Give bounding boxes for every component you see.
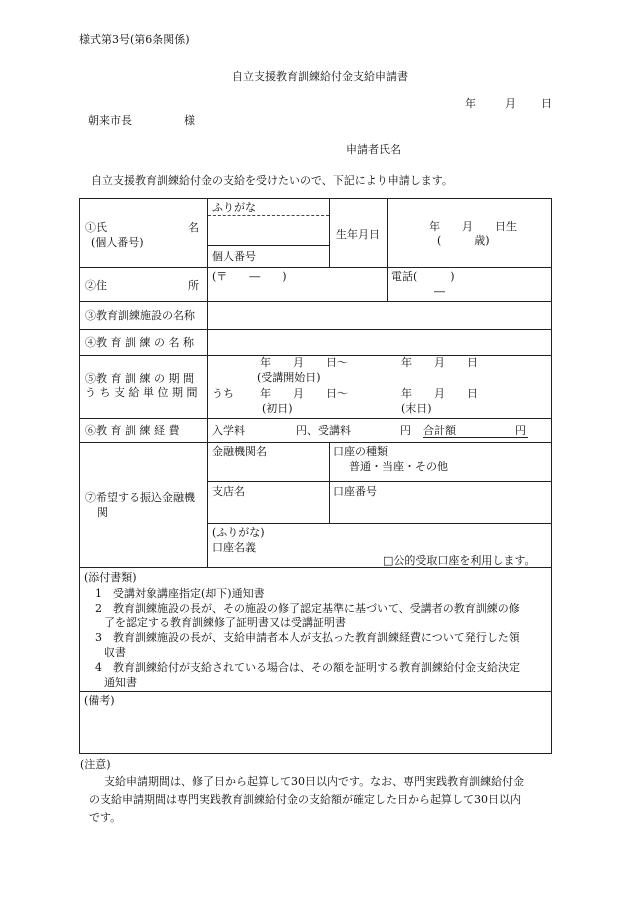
cost-label: ⑥教 育 訓 練 経 費 <box>85 424 180 437</box>
bank-label: ⑦希望する振込金融機 <box>85 491 195 504</box>
intro-text: 自立支援教育訓練給付金の支給を受けたいので、下記により申請します。 <box>91 174 453 187</box>
last-day-label: (末日) <box>401 402 432 415</box>
date-month-label: 月 <box>505 97 516 110</box>
honorific: 様 <box>184 114 195 127</box>
unit-end-date: 年 月 日 <box>401 387 478 400</box>
notes-line: です。 <box>89 811 122 824</box>
unit-period-prefix: うち <box>212 387 234 400</box>
attachment-item: 3 教育訓練施設の長が、支給申請者本人が支払った教育訓練経費について発行した領 <box>95 631 520 644</box>
date-year-label: 年 <box>465 97 476 110</box>
tuition-fee-label: 円、受講料 <box>296 424 351 437</box>
attachment-item-cont: 了を認定する教育訓練修了証明書又は受講証明書 <box>104 616 346 629</box>
period-label: ⑤教 育 訓 練 の 期 間 <box>85 372 194 385</box>
account-holder-label: 口座名義 <box>212 541 256 554</box>
phone-label: 電話( ) <box>391 270 455 283</box>
period-start-date: 年 月 日～ <box>260 356 348 369</box>
birth-date-format: 年 月 日生 <box>429 220 517 233</box>
total-yen-unit: 円 <box>515 424 526 437</box>
account-number-label: 口座番号 <box>333 485 377 498</box>
birth-date-label: 生年月日 <box>336 228 380 241</box>
first-day-label: (初日) <box>262 402 293 415</box>
notes-line: 支給申請期間は、修了日から起算して30日以内です。なお、専門実践教育訓練給付金 <box>104 775 525 788</box>
form-number: 様式第3号(第6条関係) <box>79 33 190 46</box>
course-start-label: (受講開始日) <box>257 371 321 384</box>
attachment-item-cont: 収書 <box>104 646 126 659</box>
date-day-label: 日 <box>541 97 552 110</box>
admission-fee-label: 入学料 <box>212 424 245 437</box>
address-label-end: 所 <box>188 279 199 292</box>
public-account-checkbox[interactable]: □公的受取口座を利用します。 <box>383 554 536 567</box>
furigana-label: ふりがな <box>212 201 256 214</box>
individual-number-field-label: 個人番号 <box>212 250 256 263</box>
total-amount-field <box>423 424 528 438</box>
address-label: ②住 <box>85 279 107 292</box>
addressee: 朝来市長 <box>88 114 132 127</box>
institution-name-label: 金融機関名 <box>212 445 267 458</box>
unit-period-label: う ち 支 給 単 位 期 間 <box>85 386 198 399</box>
individual-number-label: (個人番号) <box>91 236 144 249</box>
tuition-yen-unit: 円 <box>400 424 411 437</box>
bank-label-end: 関 <box>97 506 108 519</box>
name-label: ①氏 <box>85 221 107 234</box>
name-label-end: 名 <box>188 221 199 234</box>
remarks-heading: (備考) <box>84 694 115 707</box>
holder-furigana-label: (ふりがな) <box>212 526 265 539</box>
notes-line: の支給申請期間は専門実践教育訓練給付金の支給額が確定した日から起算して30日以内 <box>89 793 521 806</box>
applicant-name-label: 申請者氏名 <box>346 143 401 156</box>
phone-dash: ― <box>434 285 445 298</box>
form-title: 自立支援教育訓練給付金支給申請書 <box>232 70 408 83</box>
attachment-item: 2 教育訓練施設の長が、その施設の修了認定基準に基づいて、受講者の教育訓練の修 <box>95 602 520 615</box>
unit-start-date: 年 月 日～ <box>260 387 348 400</box>
period-end-date: 年 月 日 <box>401 356 478 369</box>
account-type-options: 普通・当座・その他 <box>349 460 448 473</box>
course-name-label: ④教 育 訓 練 の 名 称 <box>85 336 194 349</box>
attachment-item: 4 教育訓練給付が支給されている場合は、その額を証明する教育訓練給付金支給決定 <box>95 661 520 674</box>
branch-name-label: 支店名 <box>212 485 245 498</box>
account-type-label: 口座の種類 <box>333 445 388 458</box>
attachment-item: 1 受講対象講座指定(却下)通知書 <box>95 587 265 600</box>
postal-code: (〒 ― ) <box>212 270 287 283</box>
total-amount-label: 合計額 <box>423 424 456 437</box>
attachments-heading: (添付書類) <box>84 571 137 584</box>
attachment-item-cont: 通知書 <box>104 676 137 689</box>
age-format: ( 歳) <box>437 234 490 247</box>
notes-heading: (注意) <box>80 758 111 771</box>
facility-name-label: ③教育訓練施設の名称 <box>85 309 195 322</box>
